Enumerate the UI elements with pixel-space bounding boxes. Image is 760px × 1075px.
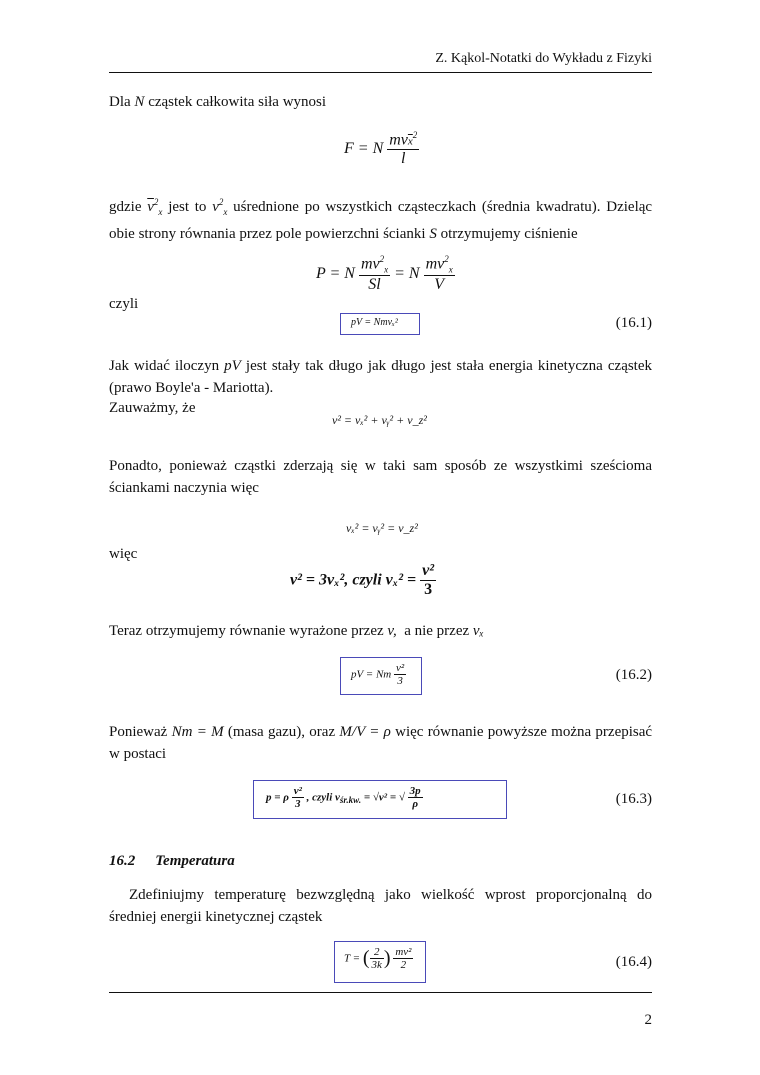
equation-16-3: p = ρ $\frac{\text{v²}}{3}$ , czyli $v_{śr.kw.} = √v^2$ = √ $\frac{3p}{\rho}$ xyxy=(266,785,421,810)
paragraph-note: Zauważmy, że xyxy=(109,400,196,416)
equation-number-16-3: (16.3) xyxy=(615,791,652,807)
math-vx2: $v^2_x$ xyxy=(212,197,228,217)
paragraph-czyli: czyli xyxy=(109,296,139,312)
section-heading: 16.2 Temperatura xyxy=(109,853,235,869)
paragraph-expressed-by-v: Teraz otrzymujemy równanie wyrażone przez v, a nie przez vₓ xyxy=(109,623,484,639)
equation-box-16-2 xyxy=(340,657,422,695)
equation-pressure: P = N $\frac{mv^2_x}{Sl}$ = N $\frac{mv^2_x}{V}$ xyxy=(316,254,453,293)
paragraph-mean-square: gdzie $\overline{v}^2_x$ jest to $v^2_x$ uśrednione po wszystkich cząsteczkach (średnia kwadratu). Dzieląc obie strony równania przez pole powierzchni ścianki S otrzymujemy ciśnienie xyxy=(109,197,653,242)
equation-16-2: pV = Nm $\frac{\text{v²}}{3}$ xyxy=(351,662,405,687)
paragraph-boyle-mariotte: Jak widać iloczyn pV jest stały tak długo jak długo jest stała energia kinetyczna cząstek (prawo Boyle'a - Mariotta). xyxy=(109,358,653,396)
paragraph-temperature-definition: Zdefiniujmy temperaturę bezwzględną jako wielkość wprost proporcjonalną do średniej energii kinetycznej cząstek xyxy=(109,887,652,925)
equation-velocity-sum: v² = vₓ² + vᵧ² + v_z² xyxy=(332,413,427,427)
math-vx2-mean: $\overline{v}^2_x$ xyxy=(147,197,163,217)
equation-16-1: pV = Nmvₓ² xyxy=(351,317,398,328)
paragraph-six-walls: Ponadto, ponieważ cząstki zderzają się w taki sam sposób ze wszystkimi sześcioma ściankami naczynia więc xyxy=(109,458,652,496)
equation-number-16-4: (16.4) xyxy=(615,954,652,970)
header-rule xyxy=(109,72,652,73)
equation-components-equal: vₓ² = vᵧ² = v_z² xyxy=(346,521,418,535)
paragraph-wiec: więc xyxy=(109,546,138,562)
equation-force: F = N $\frac{mv\overline{x}^2}{l}$ xyxy=(344,130,418,168)
running-header: Z. Kąkol-Notatki do Wykładu z Fizyki xyxy=(435,51,652,66)
equation-box-16-1 xyxy=(340,313,420,335)
equation-number-16-1: (16.1) xyxy=(615,315,652,331)
equation-16-4: T = ( $\frac{2}{3k}$ ) $\frac{\text{mv²}}{2}$ xyxy=(344,946,412,971)
paragraph-density: Ponieważ Nm = M (masa gazu), oraz M/V = ρ więc równanie powyższe można przepisać w postaci xyxy=(109,724,653,762)
equation-three-components: v² = 3vₓ², czyli vₓ² = $\frac{\text{v²}}{3}$ xyxy=(290,562,435,598)
equation-number-16-2: (16.2) xyxy=(615,667,652,683)
footer-rule xyxy=(109,992,652,993)
equation-box-16-3 xyxy=(253,780,507,819)
page-number: 2 xyxy=(644,1012,652,1028)
equation-box-16-4 xyxy=(334,941,426,983)
paragraph-force-intro: Dla N cząstek całkowita siła wynosi xyxy=(109,94,327,110)
